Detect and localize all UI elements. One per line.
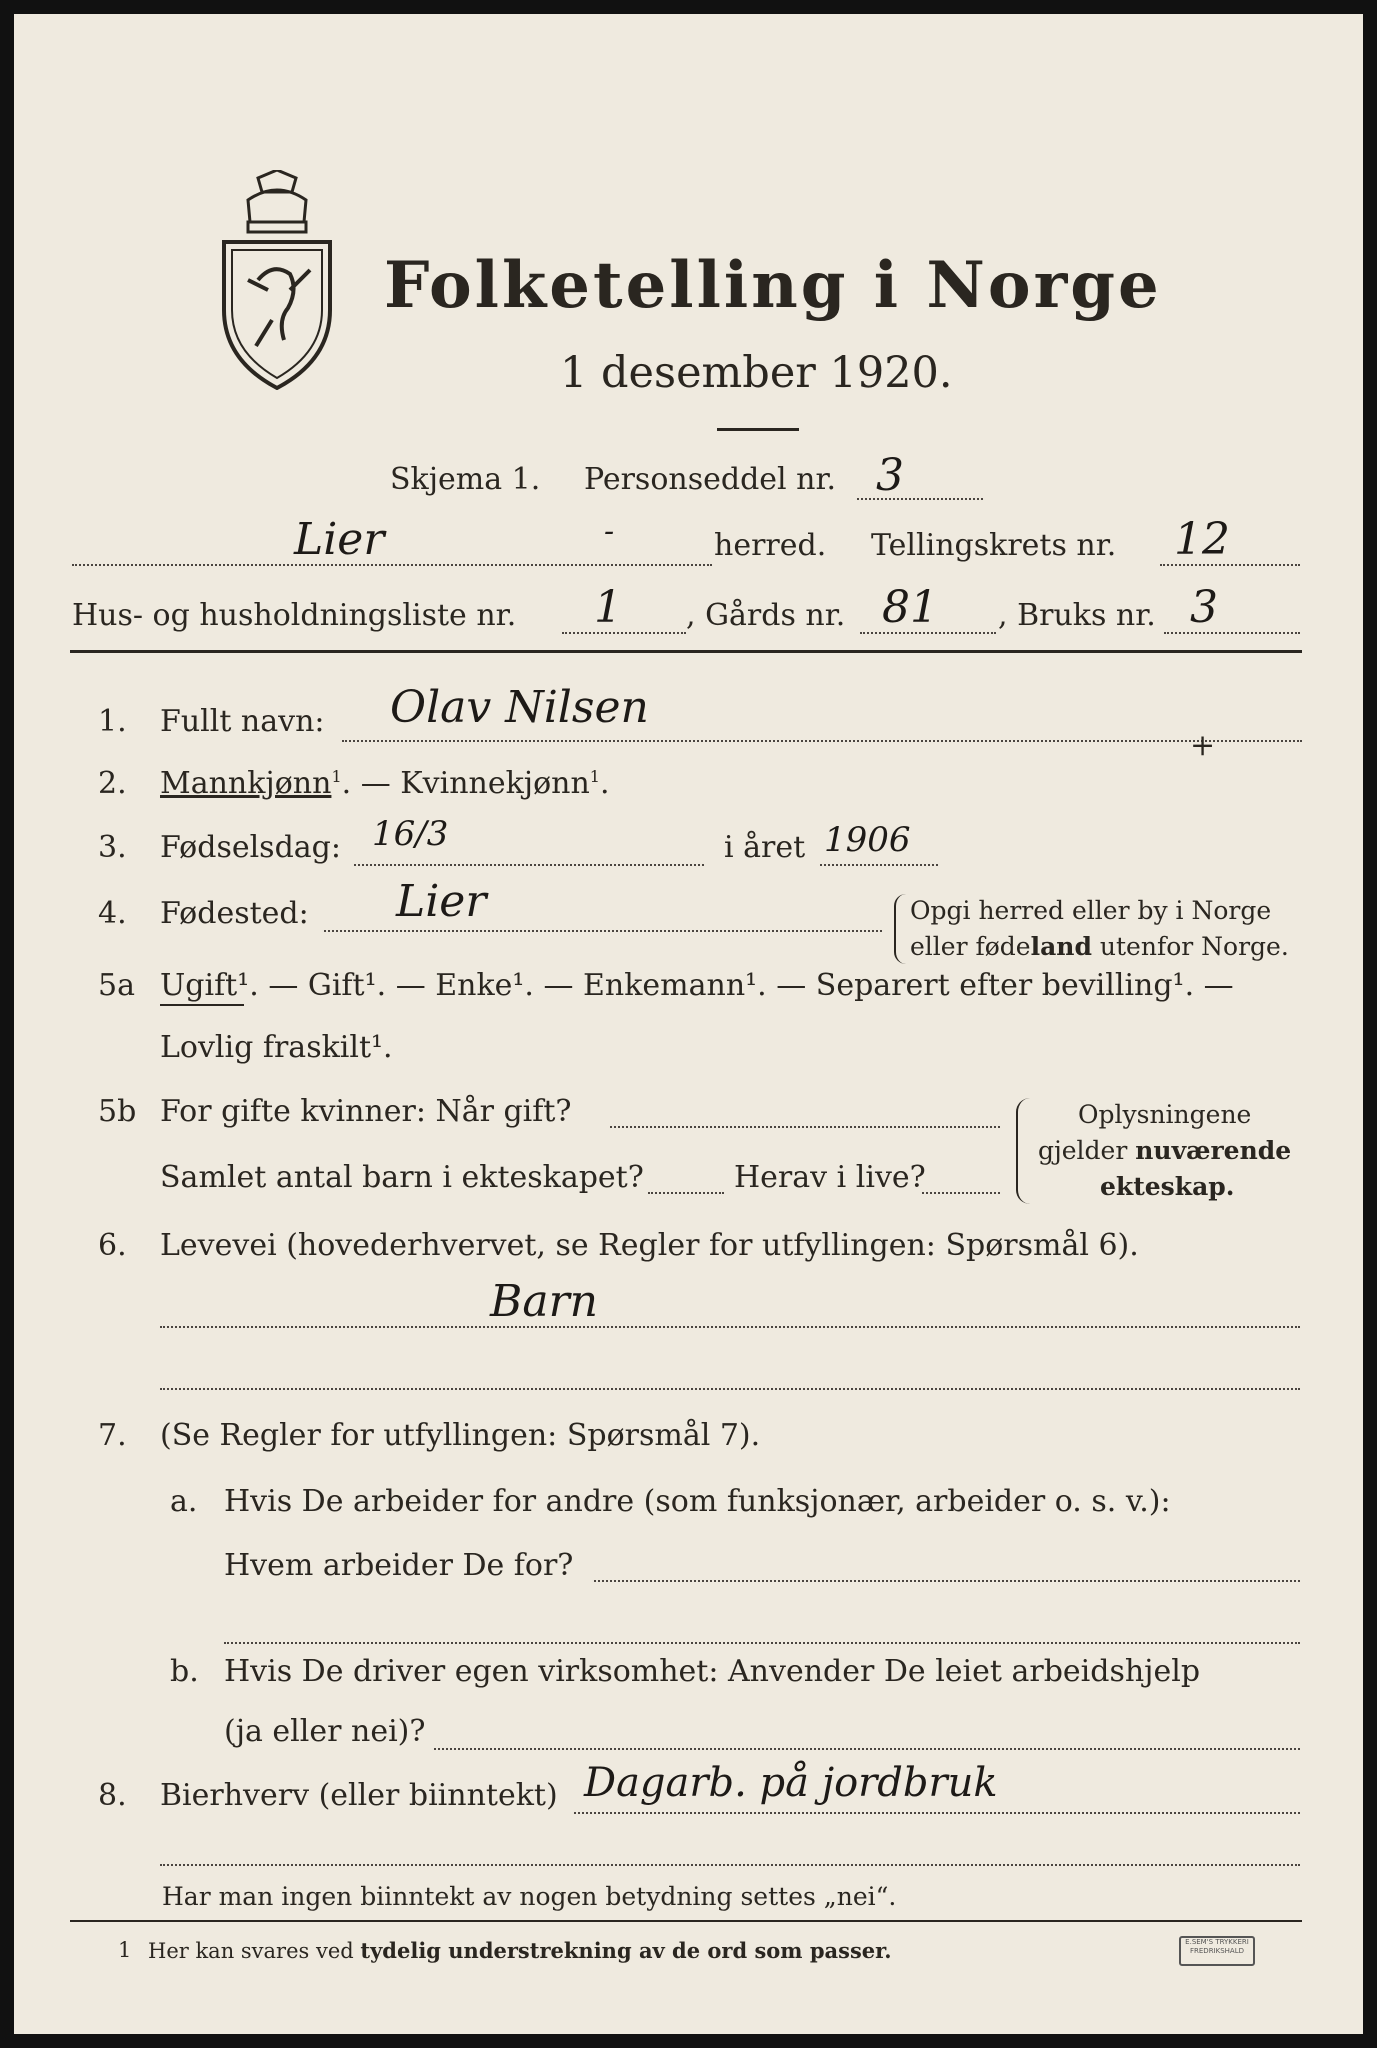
bruks-label: , Bruks nr. — [998, 598, 1156, 633]
q7b-line-2: (ja eller nei)? — [224, 1714, 426, 1749]
q1-mark: + — [1190, 728, 1216, 763]
q4-label: Fødested: — [160, 896, 309, 931]
q4-note-2a: eller føde — [910, 932, 1031, 961]
personseddel-value: 3 — [876, 450, 904, 501]
herred-value: Lier — [294, 514, 385, 565]
q5b-live-blank — [922, 1192, 1000, 1194]
q5b-line-2a: Samlet antal barn i ekteskapet? — [160, 1160, 644, 1195]
q5a-text: Ugift¹. — Gift¹. — Enke¹. — Enkemann¹. — Separert efter bevilling¹. — — [160, 968, 1234, 1003]
q1-number: 1. — [98, 704, 127, 739]
tellingskrets-label: Tellingskrets nr. — [871, 528, 1117, 563]
q7a-letter: a. — [170, 1484, 198, 1519]
q7a-line-2: Hvem arbeider De for? — [224, 1548, 574, 1583]
q8-note: Har man ingen biinntekt av nogen betydning settes „nei“. — [162, 1882, 897, 1911]
q1-value: Olav Nilsen — [390, 682, 649, 733]
q5a-underline — [160, 1004, 244, 1006]
q8-line-2 — [160, 1864, 1300, 1866]
q4-value: Lier — [396, 876, 487, 927]
q4-note-2c: utenfor Norge. — [1091, 932, 1289, 961]
q7-label: (Se Regler for utfyllingen: Spørsmål 7). — [160, 1418, 761, 1453]
q7b-line-1: Hvis De driver egen virksomhet: Anvender De leiet arbeidshjelp — [224, 1654, 1201, 1689]
q5a-number: 5a — [98, 968, 135, 1003]
form-date: 1 desember 1920. — [560, 348, 953, 398]
q7b-blank — [434, 1748, 1300, 1750]
q8-value: Dagarb. på jordbruk — [584, 1760, 998, 1806]
q8-label: Bierhverv (eller biinntekt) — [160, 1778, 558, 1813]
form-title: Folketelling i Norge — [384, 248, 1162, 323]
footnote-number: 1 — [118, 1938, 132, 1962]
q3-value: 16/3 — [372, 814, 449, 854]
q2-male-option: Mannkjønn — [160, 766, 332, 801]
q8-number: 8. — [98, 1778, 127, 1813]
q1-label: Fullt navn: — [160, 704, 325, 739]
title-divider — [717, 428, 799, 431]
gards-label: , Gårds nr. — [686, 598, 846, 633]
q4-note-2 — [910, 932, 1289, 961]
q7-number: 7. — [98, 1418, 127, 1453]
q5b-note-2b: nuværende — [1135, 1136, 1292, 1165]
q5b-note-1: Oplysningene — [1078, 1100, 1252, 1129]
personseddel-label: Personseddel nr. — [584, 462, 837, 497]
herred-dash: - — [604, 514, 615, 549]
norwegian-coat-of-arms-icon — [218, 170, 336, 390]
herred-label: herred. — [714, 528, 827, 563]
q6-number: 6. — [98, 1228, 127, 1263]
q2-text — [160, 766, 610, 801]
q2-number: 2. — [98, 766, 127, 801]
q4-note-2b: land — [1030, 932, 1092, 961]
q5b-barn-blank — [648, 1192, 724, 1194]
q6-line-2 — [160, 1388, 1300, 1390]
q3-label: Fødselsdag: — [160, 830, 341, 865]
q7b-letter: b. — [170, 1654, 199, 1689]
printer-mark — [1179, 1936, 1255, 1966]
footnote-text — [148, 1938, 892, 1963]
footer-rule — [70, 1920, 1302, 1922]
skjema-label: Skjema 1. — [390, 462, 541, 497]
q4-note-1: Opgi herred eller by i Norge — [910, 896, 1272, 925]
q5b-number: 5b — [98, 1094, 137, 1129]
q3-number: 3. — [98, 830, 127, 865]
printer-mark-line-1: E.SEM'S TRYKKERI — [1185, 1938, 1249, 1946]
q3-year-line — [820, 864, 938, 866]
q4-number: 4. — [98, 896, 127, 931]
footnote-text-a: Her kan svares ved — [148, 1939, 361, 1963]
hus-label: Hus- og husholdningsliste nr. — [72, 598, 517, 633]
q2-female-option: . — Kvinnekjønn — [341, 766, 590, 801]
q3-year-label: i året — [724, 830, 806, 865]
census-form — [14, 14, 1363, 2034]
q5b-line-1-blank — [610, 1126, 1000, 1128]
footnote-text-b: tydelig understrekning av de ord som passer. — [360, 1938, 892, 1963]
q6-value: Barn — [490, 1276, 598, 1327]
q6-line-1 — [160, 1326, 1300, 1328]
q5b-line-2b: Herav i live? — [734, 1160, 926, 1195]
hus-line — [562, 632, 686, 634]
header-rule — [70, 650, 1302, 653]
gards-value: 81 — [882, 582, 938, 633]
q2-end: . — [599, 766, 610, 801]
q5a-text-2: Lovlig fraskilt¹. — [160, 1030, 393, 1065]
q1-line — [342, 740, 1302, 742]
tellingskrets-value: 12 — [1174, 514, 1230, 565]
bruks-value: 3 — [1190, 582, 1218, 633]
q5b-note-2 — [1038, 1136, 1291, 1165]
q5b-brace — [1016, 1098, 1030, 1204]
q7a-line-1: Hvis De arbeider for andre (som funksjonær, arbeider o. s. v.): — [224, 1484, 1171, 1519]
q2-footnote-ref-2: 1 — [589, 767, 600, 786]
q6-label: Levevei (hovederhvervet, se Regler for utfyllingen: Spørsmål 6). — [160, 1228, 1139, 1263]
q7a-blank-1 — [594, 1580, 1300, 1582]
herred-line — [72, 564, 712, 566]
q8-line — [574, 1812, 1300, 1814]
q5b-line-1: For gifte kvinner: Når gift? — [160, 1094, 572, 1129]
q7a-blank-2 — [224, 1642, 1300, 1644]
hus-value: 1 — [594, 582, 622, 633]
printer-mark-line-2: FREDRIKSHALD — [1189, 1947, 1244, 1955]
q3-year-value: 1906 — [824, 820, 911, 860]
q4-line — [324, 930, 882, 932]
q3-line — [354, 864, 704, 866]
q2-footnote-ref: 1 — [331, 767, 342, 786]
q4-brace — [894, 894, 906, 964]
q5b-note-3: ekteskap. — [1100, 1172, 1235, 1201]
bruks-line — [1164, 632, 1300, 634]
q5b-note-2a: gjelder — [1038, 1136, 1136, 1165]
